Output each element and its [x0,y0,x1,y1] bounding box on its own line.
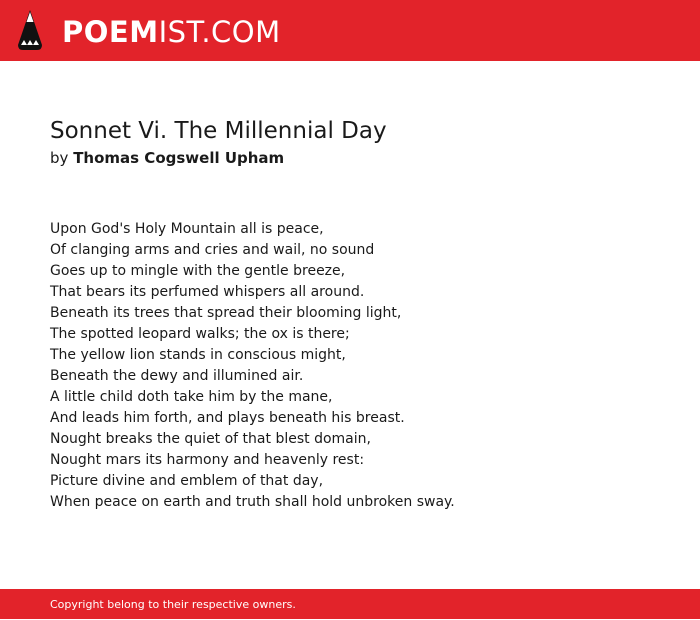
poem-author: Thomas Cogswell Upham [73,149,285,167]
copyright-text: Copyright belong to their respective owners. [50,598,296,611]
poem-line: Nought breaks the quiet of that blest domain, [50,431,371,447]
byline-label: by [50,149,69,167]
poem-line: A little child doth take him by the mane, [50,389,333,405]
poem-line: And leads him forth, and plays beneath his breast. [50,410,405,426]
logo-text-light: IST.COM [158,15,281,49]
poem-title: Sonnet Vi. The Millennial Day [50,118,387,144]
poem-body [50,219,670,513]
poem-line: The spotted leopard walks; the ox is there; [50,326,350,342]
poem-line: Beneath its trees that spread their blooming light, [50,305,402,321]
poem-line: Nought mars its harmony and heavenly rest: [50,452,365,468]
poem-line: Of clanging arms and cries and wail, no sound [50,242,375,258]
poem-header [50,116,670,168]
byline [50,148,670,168]
site-header [0,0,700,61]
site-logo[interactable] [62,12,281,52]
poem-line: The yellow lion stands in conscious might, [50,347,346,363]
logo-text-bold: POEM [62,15,159,49]
poem-line: When peace on earth and truth shall hold unbroken sway. [50,494,455,510]
poem-line: Picture divine and emblem of that day, [50,473,324,489]
poem-line: Goes up to mingle with the gentle breeze, [50,263,346,279]
poem-line: That bears its perfumed whispers all around. [50,284,365,300]
site-footer [0,589,700,619]
pen-nib-icon [17,9,43,51]
poem-line: Beneath the dewy and illumined air. [50,368,304,384]
poem-line: Upon God's Holy Mountain all is peace, [50,221,324,237]
